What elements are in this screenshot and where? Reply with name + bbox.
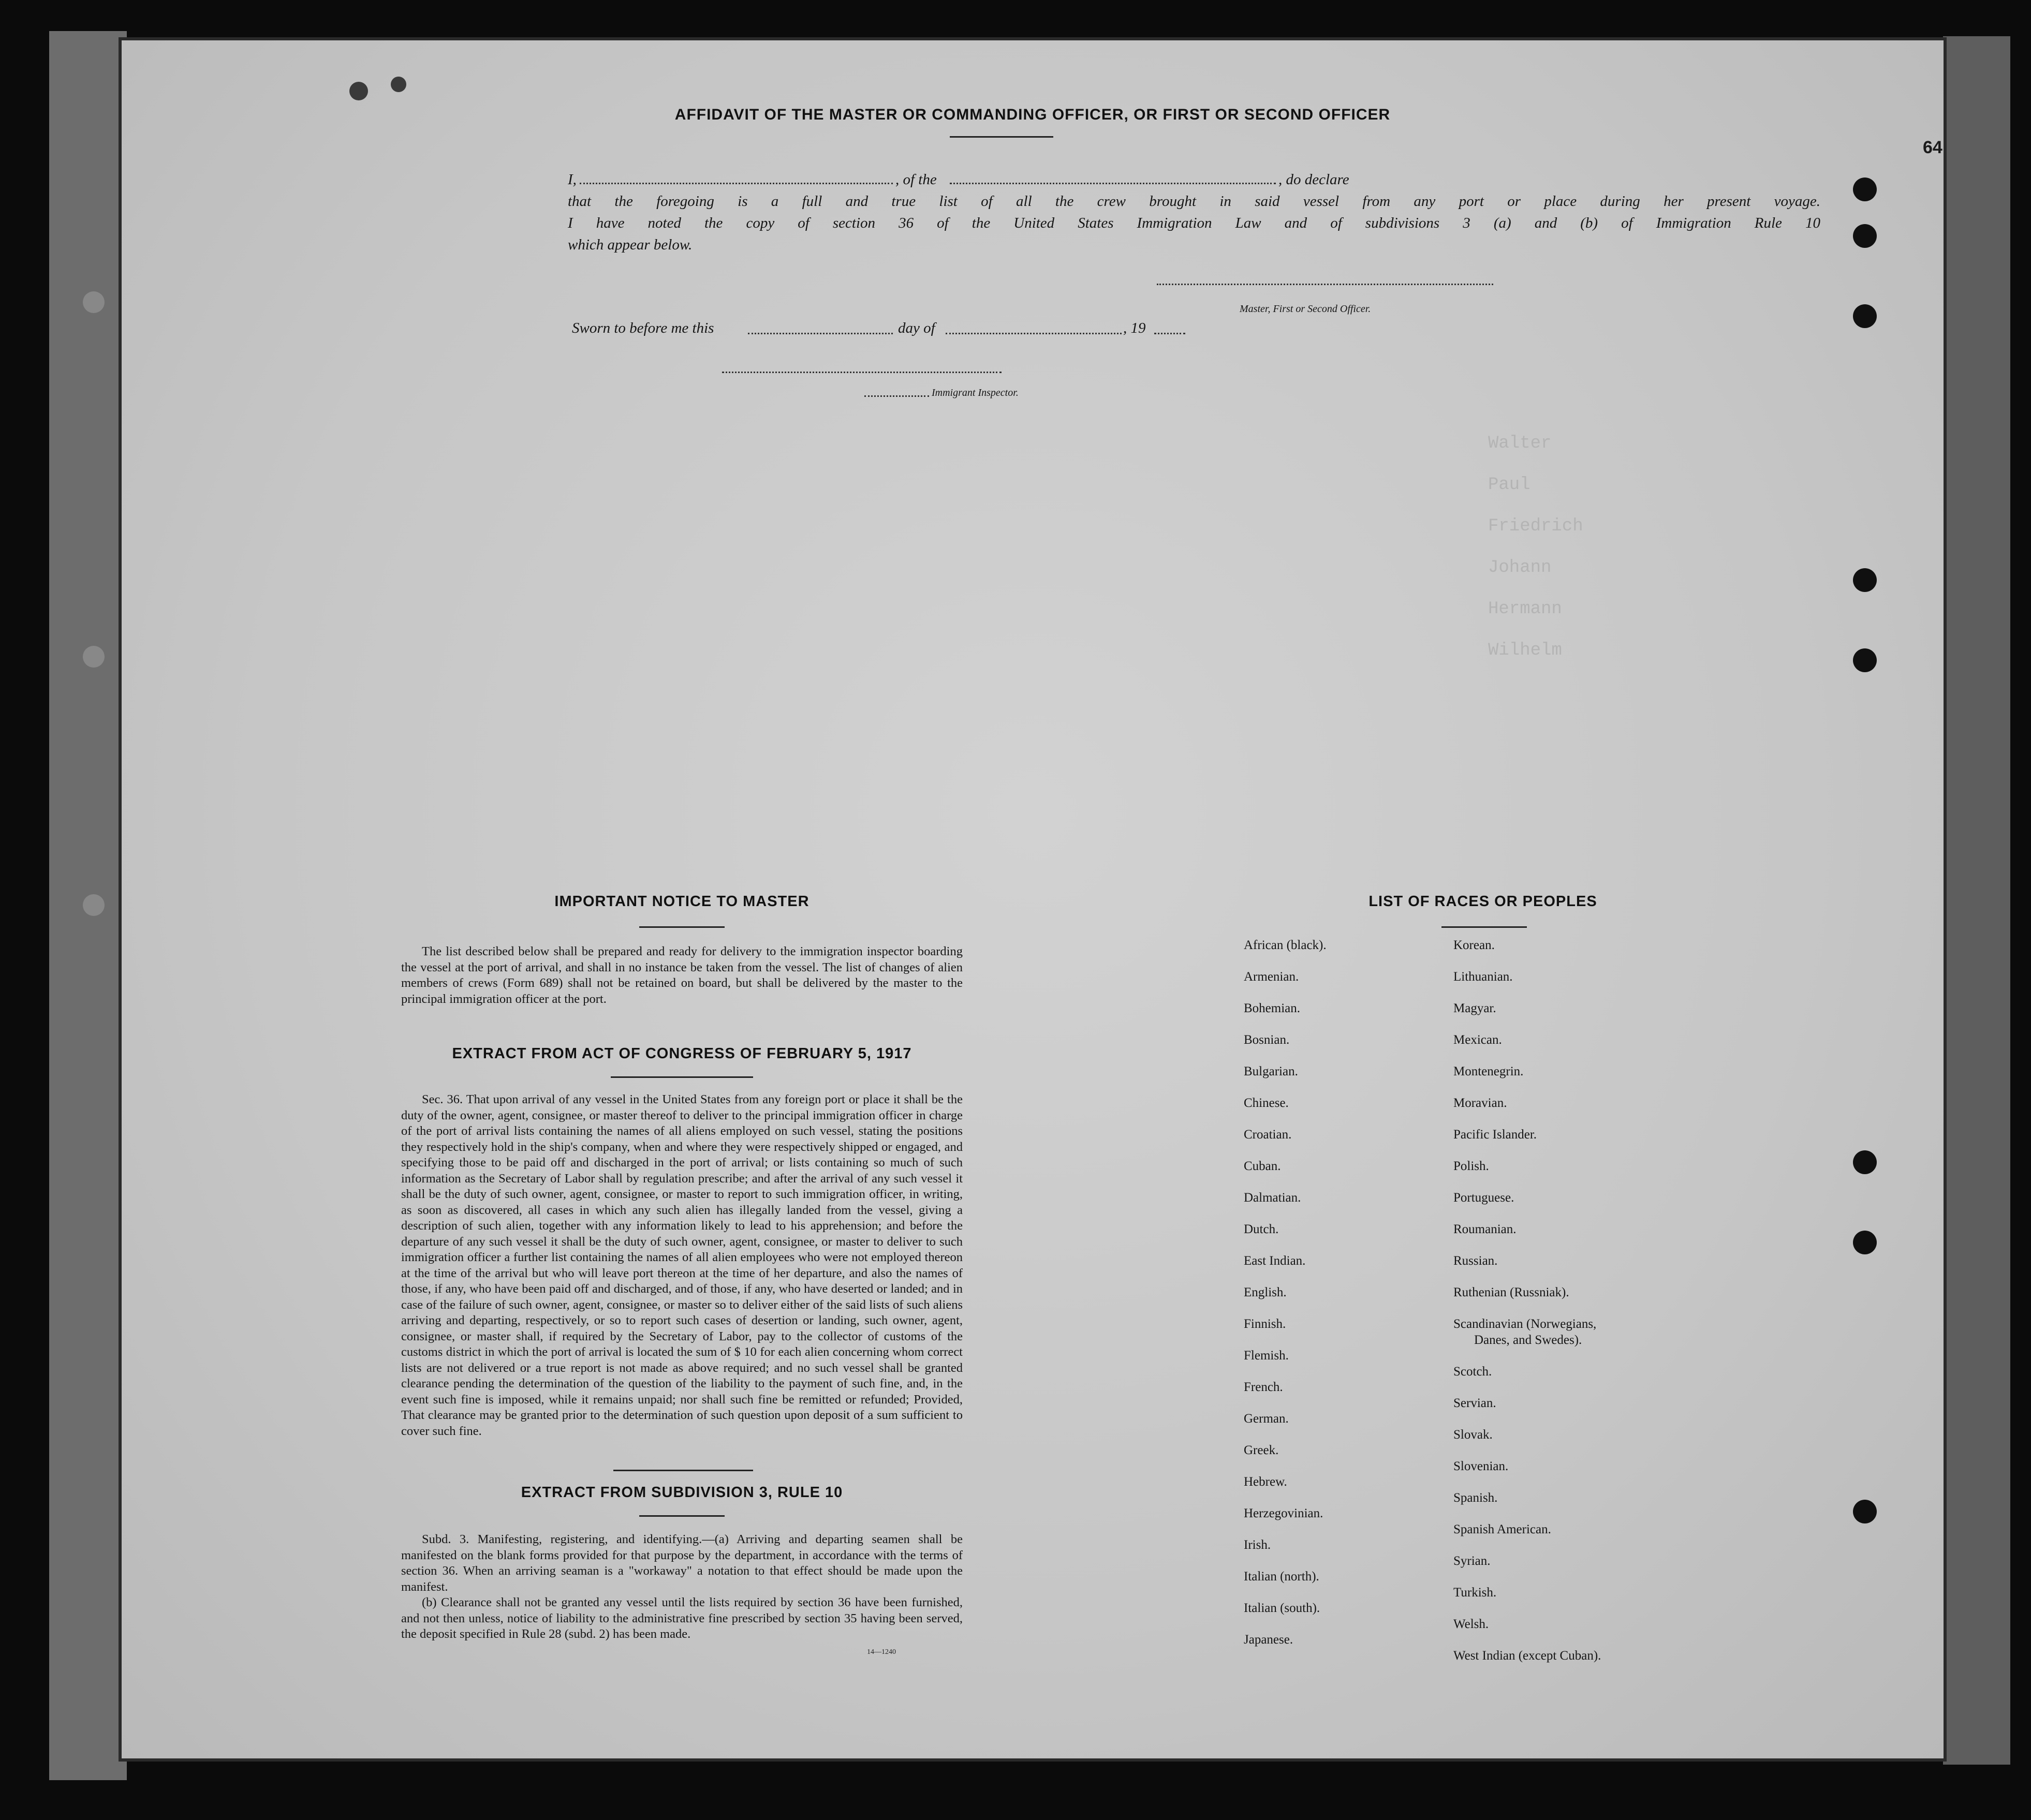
vessel-field[interactable]: [950, 183, 1276, 184]
race-item: Hebrew.: [1244, 1475, 1287, 1489]
race-item: Magyar.: [1453, 1001, 1496, 1015]
notice-underline: [639, 926, 725, 928]
punch-hole: [349, 82, 368, 100]
race-item: Herzegovinian.: [1244, 1506, 1323, 1520]
rule-extract-title: EXTRACT FROM SUBDIVISION 3, RULE 10: [521, 1484, 843, 1501]
race-item: German.: [1244, 1412, 1289, 1426]
race-item: Bohemian.: [1244, 1001, 1301, 1015]
race-item: Danes, and Swedes).: [1474, 1333, 1582, 1347]
race-item: West Indian (except Cuban).: [1453, 1649, 1601, 1663]
race-item: French.: [1244, 1380, 1283, 1394]
affidavit-of-the: , of the: [895, 171, 937, 188]
punch-hole: [1853, 224, 1877, 248]
affidavit-line3: I have noted the copy of section 36 of the United States Immigration Law and of subdivisions 3 (a) and (b) of Immigration Rule 10: [568, 215, 1820, 231]
bleed-through-text: Paul: [1488, 475, 1530, 495]
rule-extract-paragraph-a: Subd. 3. Manifesting, registering, and identifying.—(a) Arriving and departing seamen shall be manifested on the blank forms provided for that purpose by the department, in accordance with the terms of section 36. When an arriving seaman is a "workaway" a notation to that effect should be made upon the manifest.: [401, 1532, 963, 1594]
race-item: Syrian.: [1453, 1554, 1491, 1568]
inspector-signature-line[interactable]: [722, 372, 1002, 373]
signature-caption: Master, First or Second Officer.: [1240, 303, 1371, 315]
race-item: Lithuanian.: [1453, 970, 1513, 984]
bleed-through-text: Walter: [1488, 434, 1552, 453]
punch-hole: [1853, 1150, 1877, 1174]
punch-hole: [1853, 648, 1877, 672]
race-item: Chinese.: [1244, 1096, 1289, 1110]
year-prefix: , 19: [1123, 320, 1146, 336]
affidavit-line4: which appear below.: [568, 236, 693, 253]
page-number: 64: [1923, 138, 1942, 157]
races-underline: [1441, 926, 1527, 928]
film-edge-right: [1943, 36, 2010, 1765]
inspector-lead-line: [864, 395, 929, 397]
race-item: Japanese.: [1244, 1633, 1293, 1647]
notice-text: [401, 944, 963, 1007]
race-item: Scotch.: [1453, 1365, 1492, 1379]
race-item: Servian.: [1453, 1396, 1496, 1410]
punch-hole: [1853, 177, 1877, 201]
form-number: 14—1240: [867, 1648, 896, 1656]
race-item: Croatian.: [1244, 1128, 1292, 1142]
race-item: Italian (south).: [1244, 1601, 1320, 1615]
race-item: Irish.: [1244, 1538, 1271, 1552]
race-item: Spanish.: [1453, 1491, 1498, 1505]
race-item: Ruthenian (Russniak).: [1453, 1285, 1569, 1299]
document-page: [122, 40, 1944, 1758]
race-item: Italian (north).: [1244, 1570, 1319, 1584]
race-item: Spanish American.: [1453, 1522, 1551, 1536]
race-item: Slovenian.: [1453, 1459, 1509, 1473]
race-item: Flemish.: [1244, 1349, 1289, 1363]
race-item: Welsh.: [1453, 1617, 1489, 1631]
race-item: Dalmatian.: [1244, 1191, 1301, 1205]
race-item: Greek.: [1244, 1443, 1279, 1457]
affidavit-title: AFFIDAVIT OF THE MASTER OR COMMANDING OFFICER, OR FIRST OR SECOND OFFICER: [674, 106, 1391, 123]
race-item: Portuguese.: [1453, 1191, 1514, 1205]
act-extract-end-rule: [613, 1470, 753, 1471]
inspector-caption: Immigrant Inspector.: [932, 387, 1019, 398]
race-item: African (black).: [1244, 938, 1327, 952]
punch-hole: [1853, 1231, 1877, 1254]
race-item: Korean.: [1453, 938, 1495, 952]
race-item: English.: [1244, 1285, 1287, 1299]
races-column-1: [1244, 938, 1327, 1664]
punch-hole: [1853, 1500, 1877, 1523]
race-item: Dutch.: [1244, 1222, 1279, 1236]
bleed-through-text: Hermann: [1488, 599, 1562, 619]
race-item: Turkish.: [1453, 1586, 1497, 1600]
affidavit-line2: that the foregoing is a full and true list of all the crew brought in said vessel from any port or place during her present voyage.: [568, 193, 1820, 210]
punch-hole: [391, 77, 406, 92]
race-item: Russian.: [1453, 1254, 1498, 1268]
race-item: Scandinavian (Norwegians,: [1453, 1317, 1597, 1331]
rule-extract-underline: [639, 1515, 725, 1517]
notice-title: IMPORTANT NOTICE TO MASTER: [554, 893, 810, 910]
punch-hole: [1853, 568, 1877, 592]
title-underline: [950, 136, 1053, 138]
act-extract-text: [401, 1092, 963, 1439]
race-item: East Indian.: [1244, 1254, 1306, 1268]
race-item: Mexican.: [1453, 1033, 1502, 1047]
bleed-through-text: Wilhelm: [1488, 641, 1562, 660]
race-item: Montenegrin.: [1453, 1064, 1524, 1078]
notice-paragraph: The list described below shall be prepared and ready for delivery to the immigration inspector boarding the vessel at the port of arrival, and shall in no instance be taken from the vessel. The list of changes of alien members of crews (Form 689) shall not be retained on board, but shall be delivered by the master to the principal immigration officer at the port.: [401, 944, 963, 1006]
race-item: Armenian.: [1244, 970, 1299, 984]
races-column-2: [1453, 938, 1601, 1680]
name-field[interactable]: [580, 183, 893, 184]
sworn-month-field[interactable]: [946, 333, 1122, 334]
punch-hole: [83, 894, 105, 916]
affidavit-i-label: I,: [568, 171, 577, 188]
day-of-label: day of: [898, 320, 935, 336]
races-title: LIST OF RACES OR PEOPLES: [1368, 893, 1597, 910]
race-item: Bulgarian.: [1244, 1064, 1298, 1078]
race-item: Bosnian.: [1244, 1033, 1290, 1047]
bleed-through-text: Friedrich: [1488, 516, 1583, 536]
punch-hole: [1853, 304, 1877, 328]
punch-hole: [83, 291, 105, 313]
race-item: Cuban.: [1244, 1159, 1281, 1173]
act-extract-title: EXTRACT FROM ACT OF CONGRESS OF FEBRUARY 5, 1917: [452, 1045, 912, 1062]
act-extract-underline: [611, 1076, 753, 1078]
race-item: Pacific Islander.: [1453, 1128, 1537, 1142]
signature-line[interactable]: [1157, 284, 1493, 285]
sworn-day-field[interactable]: [748, 333, 893, 334]
rule-extract-text: [401, 1532, 963, 1643]
bleed-through-text: Johann: [1488, 558, 1552, 578]
race-item: Polish.: [1453, 1159, 1489, 1173]
punch-hole: [83, 646, 105, 668]
affidavit-do-declare: , do declare: [1278, 171, 1349, 188]
race-item: Slovak.: [1453, 1428, 1493, 1442]
race-item: Finnish.: [1244, 1317, 1286, 1331]
race-item: Moravian.: [1453, 1096, 1507, 1110]
race-item: Roumanian.: [1453, 1222, 1517, 1236]
sworn-year-field[interactable]: [1154, 333, 1185, 334]
sworn-label: Sworn to before me this: [572, 320, 714, 336]
rule-extract-paragraph-b: (b) Clearance shall not be granted any vessel until the lists required by section 36 have been furnished, and not then unless, notice of liability to the administrative fine prescribed by section 35 having been served, the deposit specified in Rule 28 (subd. 2) has been made.: [401, 1595, 963, 1641]
act-extract-paragraph: Sec. 36. That upon arrival of any vessel in the United States from any foreign port or place it shall be the duty of the owner, agent, consignee, or master thereof to deliver to the principal immigration officer in charge of the port of arrival lists containing the names of all aliens employed on such vessel, stating the positions they respectively hold in the ship's company, when and where they were respectively shipped or engaged, and specifying those to be paid off and discharged in the port of arrival; or lists containing so much of such information as the Secretary of Labor shall by regulation prescribe; and after the arrival of any such vessel it shall be the duty of such owner, agent, consignee, or master to report to such immigration officer, in writing, as soon as discovered, all cases in which any such alien has illegally landed from the vessel, giving a description of such alien, together with any information likely to lead to his apprehension; and before the departure of any such vessel it shall be the duty of such owner, agent, consignee, or master to deliver to such immigration officer a further list containing the names of all alien employees who were not employed thereon at the time of the arrival but who will leave port thereon at the time of her departure, and also the names of those, if any, who have been paid off and discharged, and of those, if any, who have deserted or landed; and in case of the failure of such owner, agent, consignee, or master so to deliver either of the said lists of such aliens arriving and departing, respectively, or so to report such cases of desertion or landing, such owner, agent, consignee, or master shall, if required by the Secretary of Labor, pay to the collector of customs of the customs district in which the port of arrival is located the sum of $ 10 for each alien concerning whom correct lists are not delivered or a true report is not made as above required; and no such vessel shall be granted clearance pending the determination of the question of the liability to the payment of such fine, and, in the event such fine is imposed, while it remains unpaid; nor shall such fine be remitted or refunded; Provided, That clearance may be granted prior to the determination of such question upon deposit of a sum sufficient to cover such fine.: [401, 1092, 963, 1438]
